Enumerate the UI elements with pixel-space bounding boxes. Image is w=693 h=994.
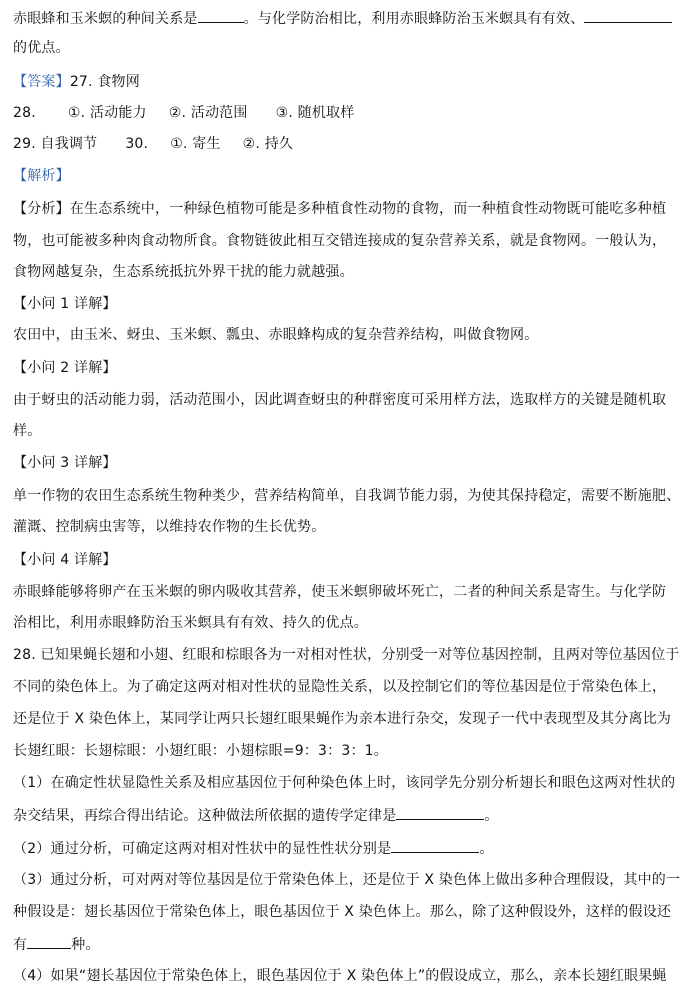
question-28-stem: 还是位于 X 染色体上，某同学让两只长翅红眼果蝇作为亲本进行杂交，发现子一代中表现型及其分离比为: [13, 711, 672, 727]
analysis-para-line: 【分析】在生态系统中，一种绿色植物可能是多种植食性动物的食物，而一种植食性动物既可能吃多种植: [13, 201, 667, 217]
answer-27: 27. 食物网: [69, 74, 140, 90]
sub-question-title: 【小问 3 详解】: [13, 455, 117, 471]
text-span: 。: [484, 808, 499, 824]
answer-28-1: ①. 活动能力: [67, 105, 147, 121]
answer-30-1: ①. 寄生: [170, 136, 221, 152]
analysis-label: 【解析】: [13, 168, 70, 184]
sub-question-text: 灌溉、控制病虫害等，以维持农作物的生长优势。: [13, 519, 326, 535]
sub-question-text: 治相比，利用赤眼蜂防治玉米螟具有有效、持久的优点。: [13, 615, 368, 631]
answer-30-2: ②. 持久: [242, 136, 294, 152]
question-28-part-3: （3）通过分析，可对两对等位基因是位于常染色体上，还是位于 X 染色体上做出多种合理假设，其中的一: [13, 872, 681, 888]
answer-28-2: ②. 活动范围: [168, 105, 248, 121]
text-span: 杂交结果，再综合得出结论。这种做法所依据的遗传学定律是: [13, 808, 397, 824]
question-28-part-4: （4）如果“翅长基因位于常染色体上，眼色基因位于 X 染色体上”的假设成立，那么，亲本长翅红眼果蝇: [13, 968, 667, 984]
answer-line-28: [13, 103, 683, 123]
sub-question-title: 【小问 2 详解】: [13, 360, 117, 376]
sub-question-text: 农田中，由玉米、蚜虫、玉米螟、瓢虫、赤眼蜂构成的复杂营养结构，叫做食物网。: [13, 327, 539, 343]
sub-question-text: 样。: [13, 423, 42, 439]
question-28-part-2: [13, 838, 683, 859]
sub-question-title: 【小问 1 详解】: [13, 296, 117, 312]
answer-blank: [584, 8, 672, 23]
answer-29: 29. 自我调节: [13, 136, 98, 152]
question-28-stem: 28. 已知果蝇长翅和小翅、红眼和棕眼各为一对相对性状，分别受一对等位基因控制，且两对等位基因位于: [13, 647, 680, 663]
text-span: 种。: [71, 937, 100, 953]
text-span: 。与化学防治相比，利用赤眼蜂防治玉米螟具有有效、: [243, 11, 585, 27]
question-28-part-1: （1）在确定性状显隐性关系及相应基因位于何种染色体上时，该同学先分别分析翅长和眼色这两对性状的: [13, 775, 676, 791]
question-28-stem: 不同的染色体上。为了确定这两对相对性状的显隐性关系，以及控制它们的等位基因是位于常染色体上，: [13, 679, 667, 695]
answer-blank: [391, 838, 479, 853]
text-span: 有: [13, 937, 28, 953]
question-28-stem: 长翅红眼：长翅棕眼：小翅红眼：小翅棕眼=9：3：3：1。: [13, 743, 388, 759]
sub-question-title: 【小问 4 详解】: [13, 552, 117, 568]
answer-blank: [27, 934, 71, 949]
sub-question-text: 赤眼蜂能够将卵产在玉米螟的卵内吸收其营养，使玉米螟卵破坏死亡，二者的种间关系是寄生。与化学防: [13, 584, 667, 600]
q26-line-1: [13, 8, 683, 29]
sub-question-text: 由于蚜虫的活动能力弱，活动范围小，因此调查蚜虫的种群密度可采用样方法，选取样方的关键是随机取: [13, 392, 667, 408]
answer-line-27: [13, 72, 683, 92]
text-span: （2）通过分析，可确定这两对相对性状中的显性性状分别是: [13, 841, 392, 857]
answer-blank: [198, 8, 244, 23]
question-28-part-1: [13, 805, 683, 826]
answer-label: 【答案】: [13, 74, 70, 90]
answer-30-number: 30.: [125, 136, 149, 152]
answer-blank: [396, 805, 484, 820]
q26-line-2: 的优点。: [13, 40, 70, 56]
answer-28-number: 28.: [13, 105, 36, 121]
answer-28-3: ③. 随机取样: [275, 105, 355, 121]
analysis-para-line: 物，也可能被多种肉食动物所食。食物链彼此相互交错连接成的复杂营养关系，就是食物网。一般认为，: [13, 233, 667, 249]
answer-line-29-30: [13, 134, 683, 154]
question-28-part-3: [13, 934, 683, 955]
text-span: 。: [479, 841, 494, 857]
question-28-part-3: 种假设是：翅长基因位于常染色体上，眼色基因位于 X 染色体上。那么，除了这种假设外，这样的假设还: [13, 904, 672, 920]
analysis-para-line: 食物网越复杂，生态系统抵抗外界干扰的能力就越强。: [13, 264, 354, 280]
sub-question-text: 单一作物的农田生态系统生物种类少，营养结构简单，自我调节能力弱，为使其保持稳定，需要不断施肥、: [13, 488, 681, 504]
text-span: 赤眼蜂和玉米螟的种间关系是: [13, 11, 198, 27]
